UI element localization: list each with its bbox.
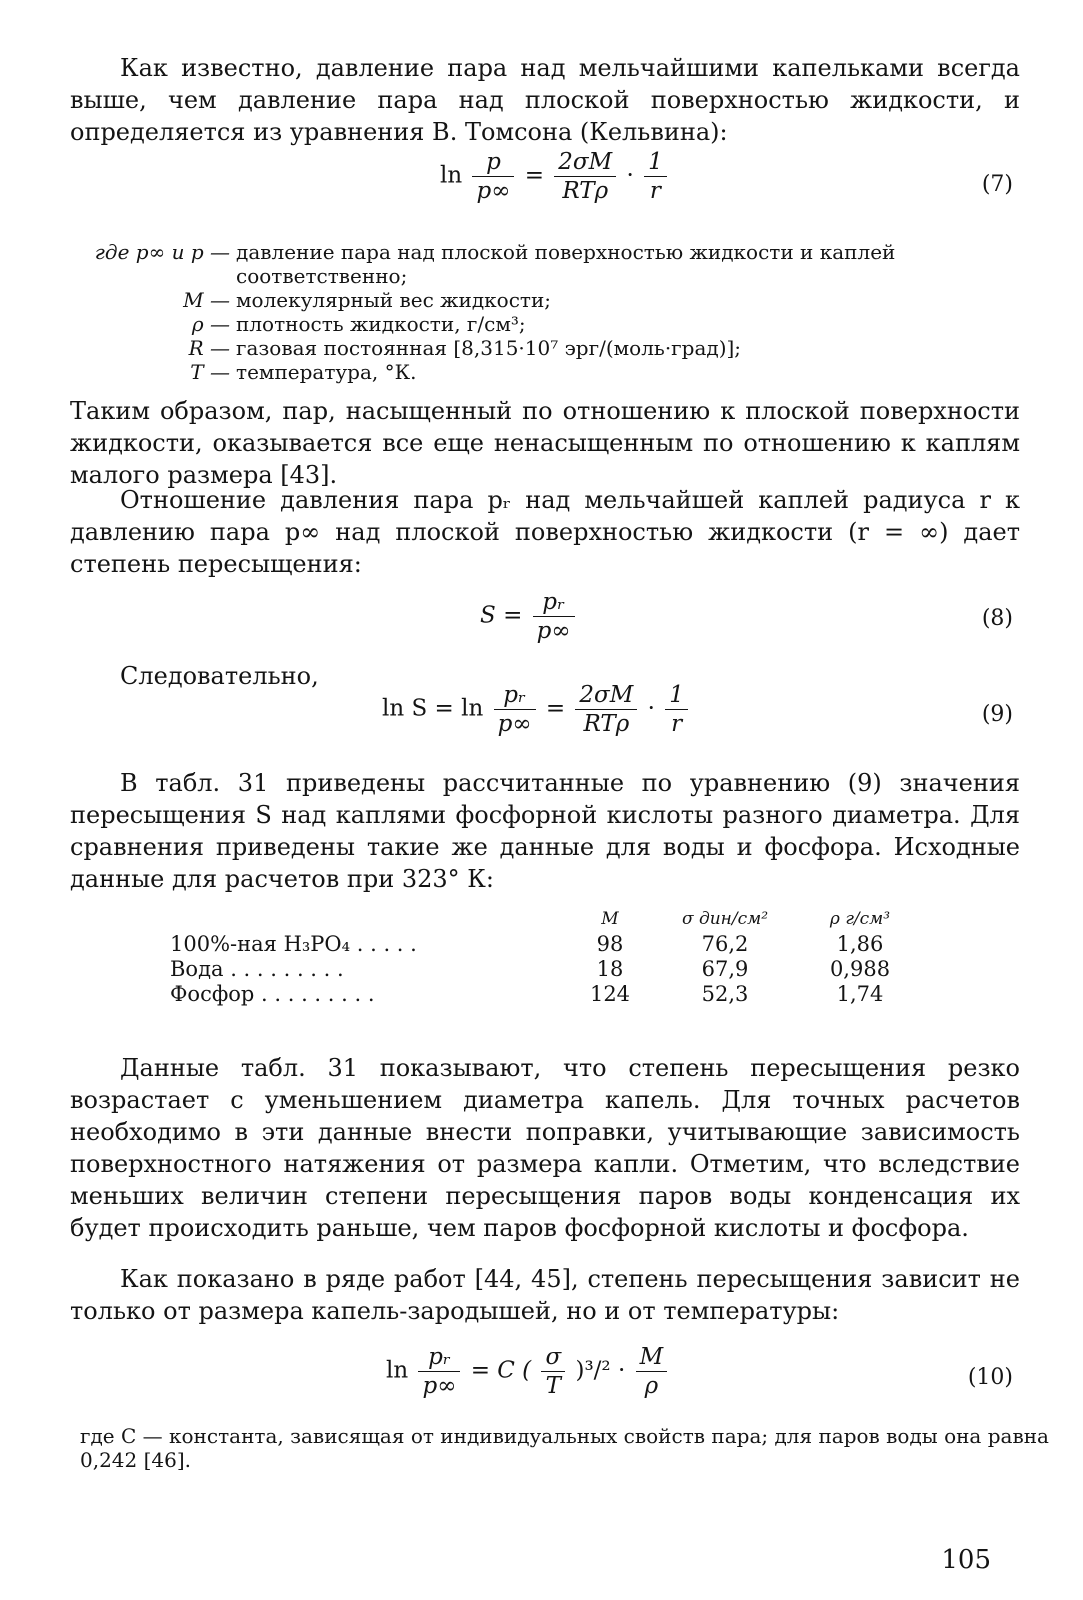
fraction-pr-over-pinf: $\frac{\text{pᵣ}}{p\infty}$: [418, 1345, 460, 1398]
equation-number-10: (10): [967, 1365, 1013, 1390]
paragraph-consequently: Следовательно,: [120, 662, 319, 690]
table-row: 100%-ная H₃PO₄ . . . . . 98 76,2 1,86: [170, 932, 884, 956]
fraction-p-over-pinf: $\frac{p}{p\infty}$: [472, 150, 514, 203]
fraction-pr-over-pinf: $\frac{\text{pᵣ}}{p\infty}$: [494, 683, 536, 736]
table-header-row: M σ дин/см² ρ г/см³: [601, 909, 891, 929]
equation-number-8: (8): [981, 606, 1013, 631]
equation-7: ln $\frac{p}{p\infty}$ = $\frac{2\sigma M}{\text{RTρ}}$ · $\frac{1}{r}$: [440, 150, 670, 203]
definition-row: M — молекулярный вес жидкости;: [183, 288, 552, 312]
fraction-1-over-r: $\frac{1}{r}$: [644, 150, 667, 203]
definition-row: где p∞ и p — давление пара над плоской поверхностью жидкости и каплей соответственно;: [94, 240, 896, 288]
equation-number-7: (7): [981, 172, 1013, 197]
input-data-table: [170, 910, 920, 1007]
definition-row: R — газовая постоянная [8,315·10⁷ эрг/(моль·град)];: [188, 336, 742, 360]
constant-definition: где C — константа, зависящая от индивидуальных свойств пара; для паров воды она равна 0,242 [46].: [80, 1424, 1049, 1472]
table-row: Вода . . . . . . . . . 18 67,9 0,988: [170, 957, 891, 981]
paragraph-table-discussion: Данные табл. 31 показывают, что степень пересыщения резко возрастает с уменьшением диаметра капель. Для точных расчетов необходимо в эти данные внести поправки, учитывающие зависимость поверхностного натяжения от размера капли. Отметим, что вследствие меньших величин степени пересыщения паров воды конденсация их будет происходить раньше, чем паров фосфорной кислоты и фосфора.: [70, 1054, 1020, 1242]
fraction-sigma-over-T: $\frac{\sigma}{T}$: [541, 1345, 565, 1398]
paragraph-supersaturation-ratio: Отношение давления пара pᵣ над мельчайшей каплей радиуса r к давлению пара p∞ над плоской поверхностью жидкости (r = ∞) дает степень пересыщения:: [70, 486, 1020, 578]
equation-8: S = $\frac{\text{pᵣ}}{p\infty}$: [480, 590, 578, 643]
equation-10: ln $\frac{\text{pᵣ}}{p\infty}$ = C ( $\frac{\sigma}{T}$ )³/² · $\frac{M}{\rho}$: [386, 1345, 670, 1398]
fraction-2sigmaM-over-RTrho: $\frac{2\sigma M}{\text{RTρ}}$: [575, 683, 637, 736]
paragraph-table-intro: В табл. 31 приведены рассчитанные по уравнению (9) значения пересыщения S над каплями фосфорной кислоты разного диаметра. Для сравнения приведены такие же данные для воды и фосфора. Исходные данные для расчетов при 323° К:: [70, 769, 1020, 893]
fraction-2sigmaM-over-RTrho: $\frac{2\sigma M}{\text{RTρ}}$: [554, 150, 616, 203]
fraction-M-over-rho: $\frac{M}{\rho}$: [636, 1345, 668, 1398]
table-row: Фосфор . . . . . . . . . 124 52,3 1,74: [170, 982, 884, 1006]
page-number: 105: [941, 1545, 991, 1575]
paragraph-temperature-dependence: Как показано в ряде работ [44, 45], степень пересыщения зависит не только от размера капель-зародышей, но и от температуры:: [70, 1265, 1020, 1325]
equation-9: ln S = ln $\frac{\text{pᵣ}}{p\infty}$ = $\frac{2\sigma M}{\text{RTρ}}$ · $\frac{1}{r}$: [382, 683, 691, 736]
definition-row: ρ — плотность жидкости, г/см³;: [191, 312, 526, 336]
variable-definitions: [70, 240, 1020, 384]
paragraph-kelvin-intro: Как известно, давление пара над мельчайшими капельками всегда выше, чем давление пара над плоской поверхностью жидкости, и определяется из уравнения В. Томсона (Кельвина):: [70, 54, 1020, 146]
paragraph-saturation: Таким образом, пар, насыщенный по отношению к плоской поверхности жидкости, оказывается все еще ненасыщенным по отношению к каплям малого размера [43].: [70, 397, 1020, 489]
definition-row: T — температура, °К.: [190, 360, 417, 384]
fraction-1-over-r: $\frac{1}{r}$: [665, 683, 688, 736]
equation-number-9: (9): [981, 702, 1013, 727]
fraction-pr-over-pinf: $\frac{\text{pᵣ}}{p\infty}$: [533, 590, 575, 643]
